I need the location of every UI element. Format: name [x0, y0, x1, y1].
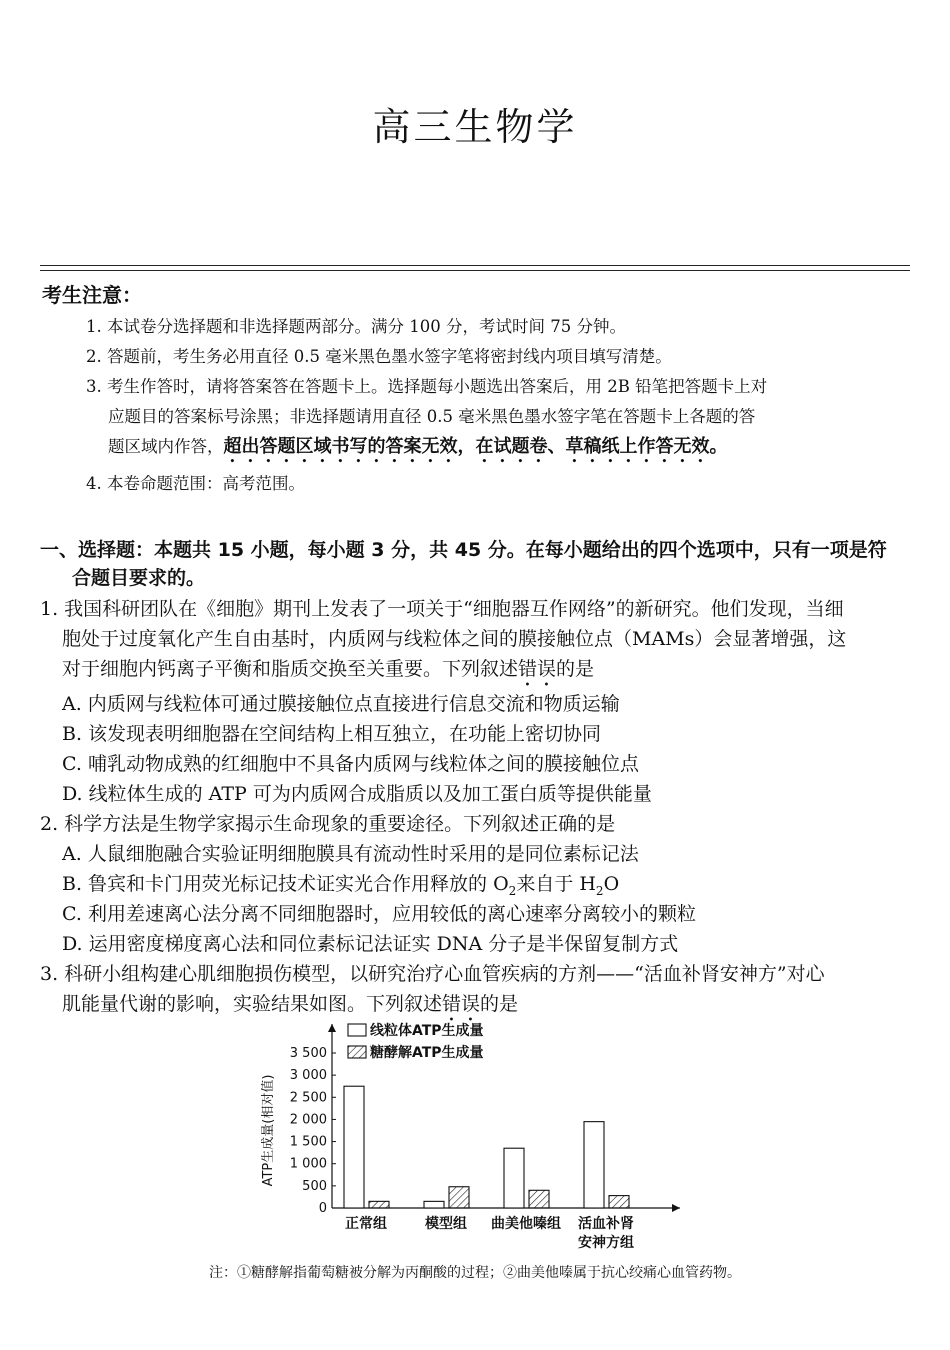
stem-text: 对于细胞内钙离子平衡和脂质交换至关重要。下列叙述 [62, 658, 519, 680]
y-tick-label: 500 [302, 1178, 327, 1194]
notice-emphasis: 超出答题区域书写的答案无效，在试题卷、草稿纸上作答无效。 [223, 436, 728, 457]
bar-mitochondrial-atp [424, 1201, 444, 1208]
question-1-option-d: D. 线粒体生成的 ATP 可为内质网合成脂质以及加工蛋白质等提供能量 [62, 783, 652, 805]
bar-glycolysis-atp [369, 1201, 389, 1208]
bar-mitochondrial-atp [584, 1122, 604, 1208]
atp-bar-chart [250, 1018, 700, 1258]
question-2-option-a: A. 人鼠细胞融合实验证明细胞膜具有流动性时采用的是同位素标记法 [62, 843, 639, 865]
emphasized-word: 错误 [442, 993, 481, 1015]
notice-text: 题区域内作答， [108, 437, 224, 456]
notice-item-1: 1. 本试卷分选择题和非选择题两部分。满分 100 分，考试时间 75 分钟。 [86, 317, 626, 336]
x-category-label: 曲美他嗪组 [491, 1216, 561, 1232]
y-tick-label: 3 000 [289, 1068, 327, 1084]
y-tick-label: 2 500 [289, 1090, 327, 1106]
x-category-label: 正常组 [345, 1216, 387, 1232]
y-tick-label: 1 000 [289, 1156, 327, 1172]
option-text: 来自于 H [516, 873, 596, 895]
x-category-label: 模型组 [425, 1216, 467, 1232]
notice-item-4: 4. 本卷命题范围：高考范围。 [86, 474, 305, 493]
y-axis-label: ATP生成量(相对值) [261, 1074, 276, 1187]
section-heading: 一、选择题：本题共 15 小题，每小题 3 分，共 45 分。在每小题给出的四个选项中，只有一项是符 [40, 539, 887, 561]
notice-heading: 考生注意： [42, 283, 142, 307]
question-2-option-d: D. 运用密度梯度离心法和同位素标记法证实 DNA 分子是半保留复制方式 [62, 933, 679, 955]
question-1-stem: 1. 我国科研团队在《细胞》期刊上发表了一项关于“细胞器互作网络”的新研究。他们发现，当细 [40, 598, 844, 620]
bar-mitochondrial-atp [504, 1148, 524, 1208]
question-3-stem: 3. 科研小组构建心肌细胞损伤模型，以研究治疗心血管疾病的方剂——“活血补肾安神方”对心 [40, 963, 825, 985]
divider-rule [40, 265, 910, 266]
question-2-option-c: C. 利用差速离心法分离不同细胞器时，应用较低的离心速率分离较小的颗粒 [62, 903, 696, 925]
y-tick-label: 3 500 [289, 1046, 327, 1061]
y-tick-label: 2 000 [289, 1112, 327, 1128]
bar-glycolysis-atp [529, 1190, 549, 1208]
x-category-label: 安神方组 [578, 1235, 634, 1251]
y-tick-label: 1 500 [289, 1134, 327, 1150]
notice-item-3: 3. 考生作答时，请将答案答在答题卡上。选择题每小题选出答案后，用 2B 铅笔把答题卡上对 [86, 377, 768, 396]
question-1-stem-cont: 胞处于过度氧化产生自由基时，内质网与线粒体之间的膜接触位点（MAMs）会显著增强，这 [62, 628, 847, 650]
question-2-stem: 2. 科学方法是生物学家揭示生命现象的重要途径。下列叙述正确的是 [40, 813, 616, 835]
stem-text: 的是 [480, 993, 519, 1015]
notice-item-3-cont [108, 432, 728, 467]
x-axis-arrow [672, 1204, 680, 1212]
x-category-label: 活血补肾 [578, 1216, 634, 1232]
notice-item-3-cont: 应题目的答案标号涂黑；非选择题请用直径 0.5 毫米黑色墨水签字笔在答题卡上各题的答 [108, 407, 756, 426]
emphasized-word: 错误 [518, 658, 557, 680]
question-1-option-c: C. 哺乳动物成熟的红细胞中不具备内质网与线粒体之间的膜接触位点 [62, 753, 639, 775]
subscript: 2 [595, 883, 604, 898]
question-1-option-b: B. 该发现表明细胞器在空间结构上相互独立，在功能上密切协同 [62, 723, 602, 745]
subscript: 2 [508, 883, 517, 898]
section-heading-cont: 合题目要求的。 [72, 567, 206, 589]
bar-mitochondrial-atp [344, 1086, 364, 1208]
bar-glycolysis-atp [609, 1196, 629, 1208]
option-text: B. 鲁宾和卡门用荧光标记技术证实光合作用释放的 O [62, 873, 509, 895]
legend-label: 糖酵解ATP生成量 [370, 1045, 484, 1061]
question-1-stem-cont [62, 654, 594, 691]
divider-rule [40, 270, 910, 271]
legend-swatch-glycolysis [348, 1046, 366, 1058]
legend-label: 线粒体ATP生成量 [370, 1023, 484, 1039]
y-axis-arrow [328, 1024, 336, 1032]
question-1-option-a: A. 内质网与线粒体可通过膜接触位点直接进行信息交流和物质运输 [62, 693, 620, 715]
chart-footnote: 注：①糖酵解指葡萄糖被分解为丙酮酸的过程；②曲美他嗪属于抗心绞痛心血管药物。 [209, 1265, 741, 1281]
legend-swatch-mitochondrial [348, 1024, 366, 1036]
stem-text: 肌能量代谢的影响，实验结果如图。下列叙述 [62, 993, 443, 1015]
option-text: O [603, 873, 620, 895]
bar-glycolysis-atp [449, 1187, 469, 1208]
y-tick-label: 0 [318, 1201, 327, 1216]
stem-text: 的是 [556, 658, 595, 680]
notice-item-2: 2. 答题前，考生务必用直径 0.5 毫米黑色墨水签字笔将密封线内项目填写清楚。 [86, 347, 672, 366]
question-2-option-b [62, 869, 619, 898]
exam-title: 高三生物学 [372, 105, 578, 149]
